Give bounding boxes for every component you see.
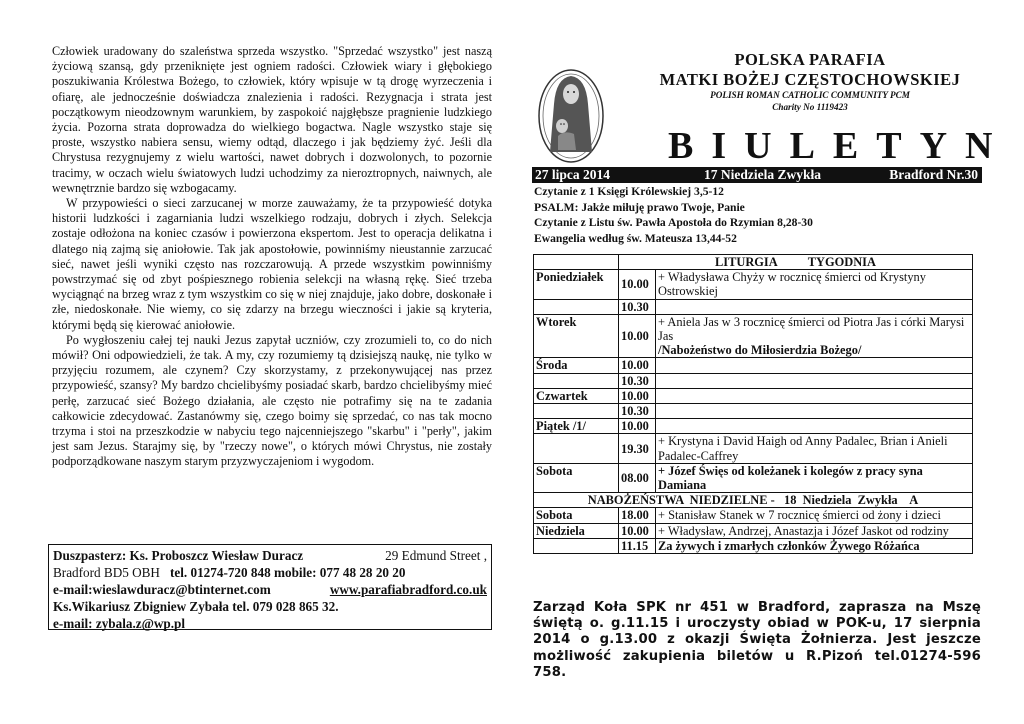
pastor-name: Duszpasterz: Ks. Proboszcz Wiesław Duracz (53, 548, 304, 563)
parish-english-name: POLISH ROMAN CATHOLIC COMMUNITY PCM (710, 90, 910, 100)
reading-psalm: PSALM: Jakże miłuję prawo Twoje, Panie (534, 200, 745, 214)
table-row: 19.30 + Krystyna i David Haigh od Anny Padalec, Brian i Anieli Padalec-Caffrey (534, 434, 973, 463)
liturgy-header: LITURGIA TYGODNIA (619, 255, 973, 270)
parish-name-line1: POLSKA PARAFIA (734, 50, 886, 69)
table-row: Poniedziałek 10.00 + Władysława Chyży w rocznicę śmierci od Krystyny Ostrowskiej (534, 270, 973, 299)
reading-2: Czytanie z Listu św. Pawła Apostoła do Rzymian 8,28-30 (534, 216, 813, 230)
reading-gospel: Ewangelia według św. Mateusza 13,44-52 (534, 231, 737, 245)
article-paragraph-1: Człowiek uradowany do szaleństwa sprzeda wszystko. "Sprzedać wszystko" jest naszą życiową szansą, gdy przeniknięte jest ogniem radości. Człowiek wiary i głębokiego poszukiwania Królestwa Bożego, to człowiek, który wpisuje w tą drogę wyrzeczenia i ofiarę, ale jednocześnie doświadcza znalezienia i radości. Rezygnacja i strata jest początkowym nieodzownym warunkiem, by zaspokoić najgłębsze pragnienie ludzkiego życia. Pozorna strata doprowadza do wielkiego bogactwa. Nagle wszystko staje się proste, wszystko nabiera sensu, wiemy odtąd, dlaczego i jak będziemy żyć. Jeśli dla Chrystusa rezygnujemy z wielu wartości, nawet dobrych i dozwolonych, to pozornie tracimy, w oczach wielu światowych ludzi uchodzimy za nieroztropnych, naiwnych, ale wewnętrznie bardzo się wzbogacamy. (52, 44, 492, 195)
article-paragraph-2: W przypowieści o sieci zarzucanej w morze zauważamy, że ta przypowieść dotyka historii ludzkości i zagarniania ludzi wszelkiego rodzaju, dobrych i złych. Selekcja zostaje odłożona na koniec czasów i powierzona ekspertom. Jest to operacja delikatna i dlatego nią zajmą się aniołowie. Tak jak apostołowie, powinniśmy nieustannie zarzucać sieć, nawet jeśli wyniki często nas rozczarowują. A przede wszystkim powinniśmy powstrzymać się od zbyt pośpiesznego robienia selekcji na własną rękę. Sieć trzeba wyciągnąć na brzeg wraz z tym wszystkim co się w niej znajduje, jako dobre, doskonałe i złe, niedoskonałe. Nie wiemy, co się zdarzy na brzegu wieczności i jakie są kryteria, którymi będą się kierować aniołowie. (52, 196, 492, 332)
vicar-info: Ks.Wikariusz Zbigniew Zybała tel. 079 028 865 32. (53, 599, 339, 614)
vicar-email[interactable]: e-mail: zybala.z@wp.pl (53, 616, 186, 631)
article-column (52, 44, 492, 470)
liturgy-table (533, 254, 973, 554)
table-row: Sobota 18.00 + Stanisław Stanek w 7 rocznicę śmierci od żony i dzieci (534, 508, 973, 523)
charity-number: Charity No 1119423 (772, 102, 848, 112)
reading-1: Czytanie z 1 Księgi Królewskiej 3,5-12 (534, 185, 724, 198)
table-row: 11.15 Za żywych i zmarłych członków Żywego Różańca (534, 538, 973, 553)
table-row: Środa 10.00 (534, 358, 973, 373)
table-row: Niedziela 10.00 + Władysław, Andrzej, Anastazja i Józef Jaskot od rodziny (534, 523, 973, 538)
issue-date: 27 lipca 2014 (535, 167, 611, 182)
table-row: Piątek /1/ 10.00 (534, 419, 973, 434)
madonna-icon (536, 64, 606, 164)
issue-place-number: Bradford Nr.30 (889, 167, 978, 182)
table-row: Czwartek 10.00 (534, 388, 973, 403)
readings-list (534, 184, 980, 246)
parish-name-line2: MATKI BOŻEJ CZĘSTOCHOWSKIEJ (659, 70, 961, 89)
liturgy-header-blank (534, 255, 619, 270)
mercy-devotion: /Nabożeństwo do Miłosierdzia Bożego/ (658, 343, 862, 358)
spk-notice: Zarząd Koła SPK nr 451 w Bradford, zaprasza na Mszę świętą o. g.11.15 i uroczysty obiad w POK-u, 17 sierpnia 2014 o g.13.00 z okazji Święta Żołnierza. Jest jeszcze możliwość zakupienia biletów u R.Pizoń tel.01274-596 758. (533, 600, 981, 680)
pastor-postcode: Bradford BD5 OBH (53, 565, 160, 580)
pastor-email[interactable]: e-mail:wieslawduracz@btinternet.com (53, 582, 271, 597)
bulletin-title: BIULETYN (668, 125, 1011, 167)
table-row: Sobota 08.00 + Józef Święs od koleżanek i kolegów z pracy syna Damiana (534, 463, 973, 492)
table-row: 10.30 (534, 404, 973, 419)
parish-website-link[interactable]: www.parafiabradford.co.uk (329, 582, 487, 597)
table-row: 10.30 (534, 299, 973, 314)
table-row: 10.30 (534, 373, 973, 388)
pastor-contact-box (48, 544, 492, 630)
pastor-phone: tel. 01274-720 848 mobile: 077 48 28 20 20 (169, 565, 406, 580)
issue-date-bar (532, 167, 982, 183)
issue-sunday: 17 Niedziela Zwykła (704, 167, 821, 182)
table-row: Wtorek 10.00 + Aniela Jas w 3 rocznicę śmierci od Piotra Jas i córki Marysi Jas /Nabożeństwo do Miłosierdzia Bożego/ (534, 314, 973, 358)
sunday-services-header: NABOŻEŃSTWA NIEDZIELNE - 18 Niedziela Zwykła A (534, 493, 973, 508)
pastor-address: 29 Edmund Street , (385, 548, 487, 563)
article-paragraph-3: Po wygłoszeniu całej tej nauki Jezus zapytał uczniów, czy zrozumieli to, co do nich mówił? Oni odpowiedzieli, że tak. A my, czy rozumiemy tą dzisiejszą naukę, nie tylko w przyjęciu rozumem, ale czynem? Czy skorzystamy, z przekonywującej nas przez przypowieść, szansy? My bardzo chcielibyśmy posiadać skarb, bardzo chcielibyśmy mieć perłę, zarzucać sieć Bożego działania, ale często nie potrafimy się na te zadania całkowicie zdecydować. Zastanówmy się, czego boimy się sprzedać, co nas tak mocno trzyma i stoi na przeszkodzie w nabyciu tego najcenniejszego "skarbu" i "perły", jakim jest sam Jezus. Starajmy się, by "rzeczy nowe", o których mówi Chrystus, nie zostały podporządkowane naszym starym przyzwyczajeniom i wygodom. (52, 332, 492, 469)
